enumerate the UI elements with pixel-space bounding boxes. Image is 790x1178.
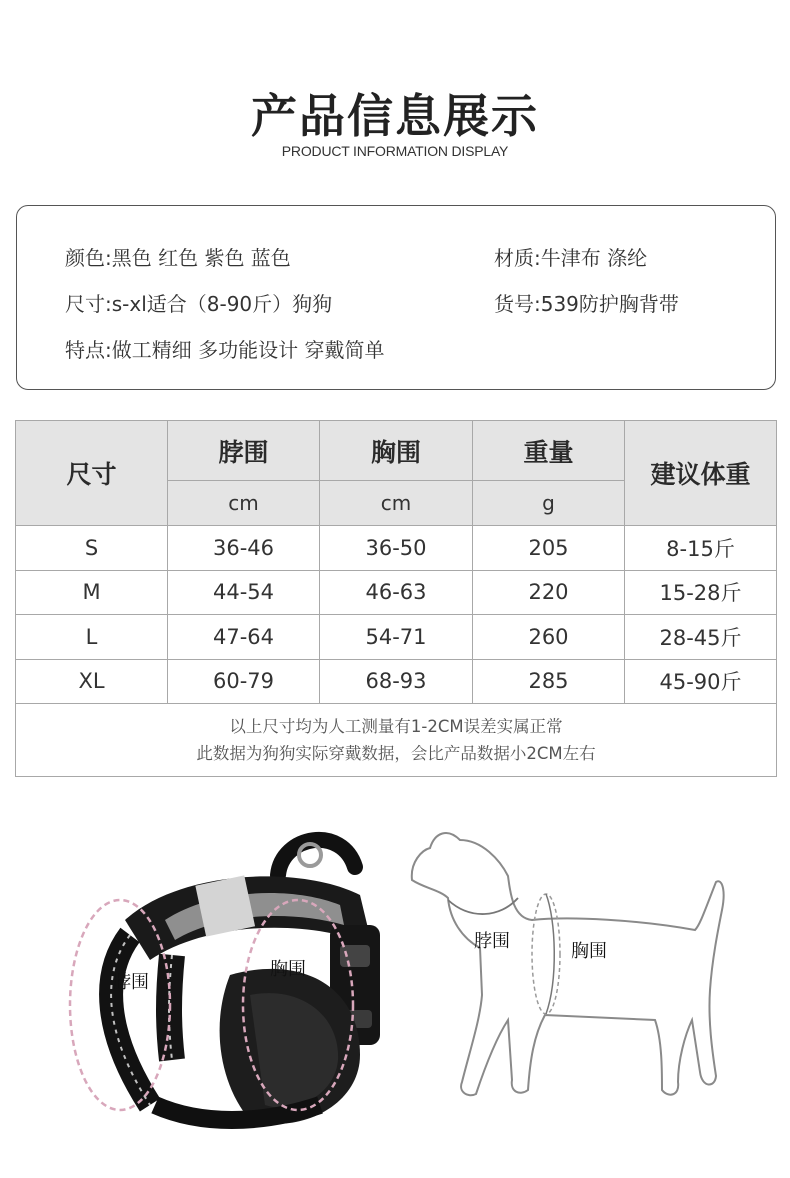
cell-neck: 47-64 <box>168 615 320 660</box>
cell-neck: 36-46 <box>168 526 320 571</box>
table-row <box>16 659 777 704</box>
info-color: 颜色:黑色 红色 紫色 蓝色 <box>65 246 291 270</box>
info-features: 特点:做工精细 多功能设计 穿戴简单 <box>65 338 385 362</box>
header-chest: 胸围 <box>320 421 473 481</box>
cell-weight: 285 <box>473 659 625 704</box>
header-suggested-weight: 建议体重 <box>625 421 777 526</box>
header-size: 尺寸 <box>16 421 168 526</box>
table-row <box>16 526 777 571</box>
cell-weight: 205 <box>473 526 625 571</box>
harness-chest-label: 胸围 <box>270 959 306 980</box>
cell-neck: 60-79 <box>168 659 320 704</box>
unit-weight: g <box>473 481 625 526</box>
info-size: 尺寸:s-xl适合（8-90斤）狗狗 <box>65 292 333 316</box>
harness-label-patch <box>195 875 255 936</box>
note-line-2: 此数据为狗狗实际穿戴数据，会比产品数据小2CM左右 <box>196 744 596 763</box>
size-table <box>15 420 777 777</box>
cell-suggested-weight: 15-28斤 <box>625 570 777 615</box>
cell-chest: 54-71 <box>320 615 473 660</box>
cell-size: S <box>16 526 168 571</box>
measurement-note <box>16 704 777 777</box>
note-line-1: 以上尺寸均为人工测量有1-2CM误差实属正常 <box>229 717 563 736</box>
cell-weight: 260 <box>473 615 625 660</box>
unit-neck: cm <box>168 481 320 526</box>
dog-neck-label: 脖围 <box>474 931 510 952</box>
dog-chest-label: 胸围 <box>571 941 607 962</box>
unit-chest: cm <box>320 481 473 526</box>
table-row <box>16 615 777 660</box>
dog-chest-measure-ring <box>532 894 560 1014</box>
dog-outline-image <box>400 820 740 1120</box>
cell-suggested-weight: 45-90斤 <box>625 659 777 704</box>
info-material: 材质:牛津布 涤纶 <box>494 246 648 270</box>
cell-weight: 220 <box>473 570 625 615</box>
cell-chest: 36-50 <box>320 526 473 571</box>
dog-neck-line <box>448 898 518 914</box>
dog-outline <box>412 833 724 1095</box>
cell-size: XL <box>16 659 168 704</box>
table-row <box>16 570 777 615</box>
cell-chest: 46-63 <box>320 570 473 615</box>
cell-suggested-weight: 28-45斤 <box>625 615 777 660</box>
info-item-number: 货号:539防护胸背带 <box>494 292 679 316</box>
header-neck: 脖围 <box>168 421 320 481</box>
cell-size: L <box>16 615 168 660</box>
page-title: 产品信息展示 <box>251 89 539 143</box>
header-weight: 重量 <box>473 421 625 481</box>
cell-chest: 68-93 <box>320 659 473 704</box>
product-info-box <box>16 205 776 390</box>
cell-neck: 44-54 <box>168 570 320 615</box>
page-subtitle: PRODUCT INFORMATION DISPLAY <box>281 143 509 159</box>
cell-size: M <box>16 570 168 615</box>
illustration-area <box>0 800 790 1178</box>
harness-neck-label: 脖围 <box>113 972 149 993</box>
cell-suggested-weight: 8-15斤 <box>625 526 777 571</box>
